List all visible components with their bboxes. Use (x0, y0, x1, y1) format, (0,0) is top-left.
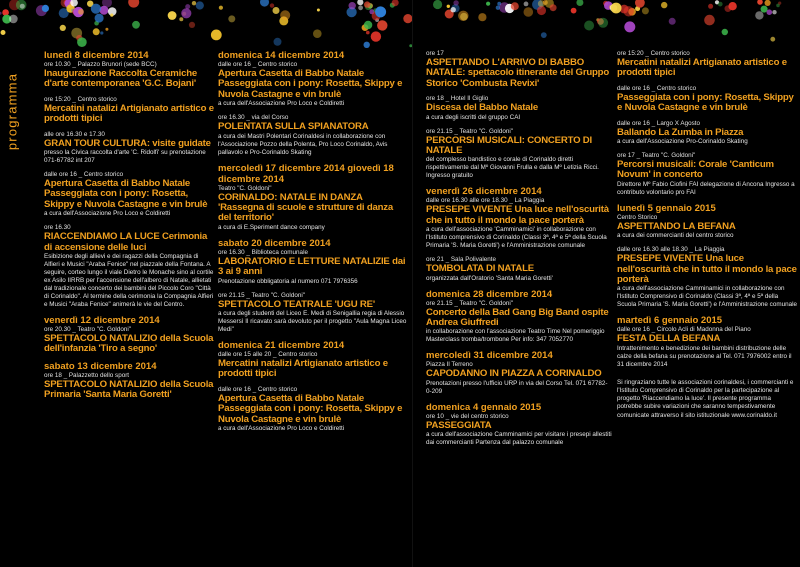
light-dot (728, 2, 736, 10)
light-dot (20, 4, 25, 9)
light-dot (718, 2, 723, 7)
event-place: dalle ore 16 _ Largo X Agosto (617, 119, 700, 127)
event-title: Apertura Casetta di Babbo Natale Passeggiata con i pony: Rosetta, Skippy e Nuvola Castagne e vin brulè (44, 178, 208, 210)
event-title: Mercatini natalizi Artigianato artistico e prodotti tipici (44, 102, 214, 125)
event-place: dalle ore 16 _ Centro storico (218, 385, 298, 393)
light-dot (219, 6, 223, 10)
event-title: Discesa del Babbo Natale (426, 102, 538, 114)
event-title: GRAN TOUR CULTURA: visite guidate (44, 137, 211, 149)
event-item (617, 203, 797, 240)
event-title: SPETTACOLO NATALIZIO della Scuola dell'infanzia 'Tiro a segno' (44, 333, 214, 355)
event-item (617, 246, 797, 309)
event-details: a cura dell'Associazione Pro Loco e Coldiretti (44, 210, 171, 218)
event-item (617, 85, 797, 114)
light-dot (550, 4, 557, 11)
event-details: a cura di E.Speriment dance company (218, 223, 325, 231)
event-item (218, 50, 408, 108)
event-details: Prenotazioni presso l'ufficio URP in via del Corso Tel. 071 67782-0-209 (426, 379, 608, 395)
event-details: a cura dell'associazione 'Camminamici' in collaborazione con l'Istituto comprensivo di Corinaldo (Classi 3ª, 4ª e 5ª della Scuola Primaria 'S. Maria Goretti') e l'Amministrazione comunale (426, 226, 607, 250)
event-details: a cura dell'Associazione Pro Loco e Coldiretti (218, 100, 345, 108)
event-place: dalle ore 16 _ Centro storico (617, 84, 697, 92)
light-dot (571, 8, 577, 14)
light-dot (366, 31, 370, 35)
light-dot (669, 18, 676, 25)
light-dot (537, 6, 546, 15)
light-dot (377, 20, 387, 30)
light-dot (772, 10, 776, 14)
light-dot (486, 2, 490, 6)
column-3 (426, 50, 612, 453)
event-place: Piazza Il Terreno (426, 361, 473, 369)
light-dot (770, 37, 775, 42)
light-dot (364, 21, 372, 29)
light-dot (708, 4, 713, 9)
light-dot (460, 13, 468, 21)
light-dot (132, 21, 140, 29)
event-date: venerdì 12 dicembre 2014 (44, 315, 160, 327)
event-place: ore 20.30 _ Teatro "C. Goldoni" (44, 326, 131, 334)
event-details: a cura dell'Associazione Pro Loco e Coldiretti (218, 425, 345, 433)
event-item (617, 152, 797, 197)
event-place: dalle ore 16 _ Circolo Acli di Madonna del Piano (617, 326, 751, 334)
event-place: ore 21 _ Sala Polivalente (426, 256, 497, 264)
event-item (218, 114, 408, 156)
light-dot (433, 0, 442, 9)
event-place: ore 10.30 _ Palazzo Brunori (sede BCC) (44, 61, 157, 68)
event-title: Concerto della Bad Gang Big Band ospite Andrea Giuffredi (426, 306, 609, 329)
event-place: dalle ore 16.30 alle ore 18.30 _ La Piaggia (426, 197, 545, 205)
event-place: ore 21.15 _ Teatro "C. Goldoni" (426, 127, 513, 135)
light-dot (767, 9, 773, 15)
event-date: venerdì 26 dicembre 2014 (426, 186, 542, 198)
event-details: presso la Civica raccolta d'arte 'C. Ridolfi' su prenotazione 071-67782 int 207 (44, 149, 206, 165)
light-dot (168, 11, 177, 20)
light-dot (364, 1, 370, 7)
event-details: Direttore Mº Fabio Ciofini FAI delegazione di Ancona Ingresso a contributo volontario pro FAI (617, 180, 795, 196)
event-date: lunedì 8 dicembre 2014 (44, 50, 149, 61)
light-dot (179, 17, 183, 21)
event-item (426, 128, 612, 181)
event-title: FESTA DELLA BEFANA (617, 333, 721, 345)
event-title: ASPETTANDO L'ARRIVO DI BABBO NATALE: spettacolo itinerante del Gruppo Storico 'Combusta Revixi' (426, 57, 609, 89)
event-item (426, 350, 612, 395)
event-title: LABORATORIO E LETTURE NATALIZIE dai 3 ai 9 anni (218, 255, 406, 278)
event-details: a cura degli iscritti del gruppo CAI (426, 113, 521, 121)
event-date: domenica 21 dicembre 2014 (218, 340, 345, 352)
event-place: ore 17 _ Teatro "C. Goldoni" (617, 152, 696, 160)
event-item (218, 386, 408, 433)
event-item (218, 292, 408, 334)
event-title: Mercatini natalizi Artigianato artistico e prodotti tipici (218, 358, 388, 380)
side-label: programma (4, 72, 20, 151)
event-title: Apertura Casetta di Babbo Natale Passeggiata con i pony: Rosetta, Skippy e Nuvola Castagne e vin brulè (218, 68, 403, 100)
light-dot (280, 10, 290, 20)
light-dot (524, 7, 534, 17)
light-dot (270, 3, 274, 7)
event-title: RIACCENDIAMO LA LUCE Cerimonia di accensione delle luci (44, 231, 208, 253)
light-dot (274, 38, 282, 46)
light-dot (704, 15, 715, 26)
event-title: SPETTACOLO NATALIZIO della Scuola Primaria 'Santa Maria Goretti' (44, 378, 214, 401)
event-place: dalle ore 16 _ Centro storico (218, 61, 298, 68)
event-place: ore 15:20 _ Centro storico (617, 50, 690, 57)
event-place: dalle ore 15 alle 20 _ Centro storico (218, 351, 318, 359)
event-title: PASSEGGIATA (426, 419, 492, 431)
event-details: a cura degli studenti del Liceo E. Medi di Senigallia regia di Alessio Messersì Il ricavato sarà devoluto per il progetto "Aula Magna Liceo Medi" (218, 310, 407, 334)
event-place: dalle ore 16 _ Centro storico (44, 171, 124, 179)
light-dot (451, 7, 456, 12)
light-dot (358, 5, 363, 10)
event-title: Inaugurazione Raccolta Ceramiche d'arte contemporanea 'G.C. Bojani' (44, 68, 198, 90)
event-item (44, 171, 214, 218)
event-details: a cura dell'associazione Camminamici per visitare i presepi allestiti dai commercianti Partenza dal palazzo comunale (426, 431, 612, 447)
event-place: ore 21.15 _ Teatro "C. Goldoni" (218, 291, 305, 299)
event-title: Percorsi musicali: Corale 'Canticum Novum' in concerto (617, 159, 774, 181)
event-item (44, 50, 214, 90)
event-item (426, 50, 612, 89)
event-title: CORINALDO: NATALE IN DANZA 'Rassegna di scuole e strutture di danza del territorio' (218, 191, 394, 224)
light-dot (375, 6, 386, 17)
light-dot (128, 0, 139, 8)
event-item (218, 340, 408, 380)
light-dot (364, 42, 370, 48)
light-dot (228, 15, 235, 22)
light-dot (100, 31, 103, 34)
event-item (44, 315, 214, 355)
event-place: ore 16.30 _ via del Corso (218, 114, 289, 122)
event-item (218, 163, 408, 232)
event-date: domenica 4 gennaio 2015 (426, 401, 542, 413)
event-title: SPETTACOLO TEATRALE 'UGU RE' (218, 298, 375, 310)
event-place: Centro Storico (617, 213, 658, 221)
column-1 (44, 50, 214, 407)
event-date: sabato 13 dicembre 2014 (44, 360, 157, 372)
light-dot (211, 30, 222, 41)
fold-line (412, 0, 413, 567)
event-details: Intrattenimento e benedizione dei bambini distribuzione delle calze della befana su prenotazione al Tel. 071 7976002 entro il 31 dicembre 2014 (617, 344, 792, 368)
light-dot (624, 6, 634, 16)
event-title: Apertura Casetta di Babbo Natale Passeggiata con i pony: Rosetta, Skippy e Nuvola Castagne e vin brulè (218, 392, 403, 425)
light-dot (313, 29, 322, 38)
event-item (426, 95, 612, 121)
event-details: organizzata dall'Oratorio 'Santa Maria Goretti' (426, 274, 553, 282)
event-place: ore 17 (426, 50, 444, 57)
light-dot (584, 21, 594, 31)
event-place: Teatro "C. Goldoni" (218, 184, 272, 192)
event-item (44, 361, 214, 401)
event-place: ore 18 _ Palazzetto dello sport (44, 371, 130, 379)
event-details: a cura dei commercianti del centro storico (617, 232, 734, 240)
light-dot (453, 0, 458, 5)
light-dot (196, 1, 204, 9)
event-item (218, 238, 408, 286)
light-dot (357, 0, 363, 5)
event-place: ore 18 _ Hotel Il Giglio (426, 95, 489, 103)
light-dot (478, 13, 486, 21)
light-dot (624, 21, 635, 32)
light-dot (105, 28, 108, 31)
light-dot (260, 0, 269, 7)
light-dot (496, 6, 500, 10)
event-title: ASPETTANDO LA BEFANA (617, 220, 736, 232)
event-item (617, 50, 797, 79)
light-dot (189, 22, 195, 28)
event-item (44, 224, 214, 309)
light-dot (778, 1, 781, 4)
light-dot (100, 6, 109, 15)
event-date: lunedì 5 gennaio 2015 (617, 202, 716, 214)
light-dot (77, 37, 87, 47)
event-place: ore 10 _ vie del centro storico (426, 412, 509, 420)
event-details: a cura dei Mastri Polentari Corinaldesi in collaborazione con l'Associazione Pozzo della Polenta, Pro Loco Corinaldo, Avis pallavolo e Pro-Corinaldo Skating (218, 132, 388, 156)
event-title: Passeggiata con i pony: Rosetta, Skippy e Nuvola Castagne e vin brulè (617, 91, 794, 114)
event-date: mercoledì 31 dicembre 2014 (426, 350, 553, 362)
event-title: CAPODANNO IN PIAZZA A CORINALDO (426, 368, 602, 380)
light-dot (447, 5, 450, 8)
event-title: PRESEPE VIVENTE Una luce nell'oscurità che in tutto il mondo la pace porterà (617, 253, 797, 286)
light-dot (93, 28, 100, 35)
event-item (44, 131, 214, 165)
light-dot (110, 14, 113, 17)
event-title: PRESEPE VIVENTE Una luce nell'oscurità che in tutto il mondo la pace porterà (426, 204, 609, 226)
light-dot (273, 7, 280, 14)
event-title: Ballando La Zumba in Piazza (617, 126, 744, 138)
light-dot (78, 9, 84, 15)
event-item (426, 289, 612, 345)
event-place: dalle ore 16.30 alle 18.30 _ La Piaggia (617, 246, 725, 254)
event-date: domenica 28 dicembre 2014 (426, 288, 553, 300)
light-dot (761, 6, 768, 13)
event-item (617, 315, 797, 368)
light-dot (722, 29, 728, 35)
event-details: in collaborazione con l'associazione Teatro Time Nel pomeriggio Masterclass tromba/trombone Per info: 347 7052770 (426, 328, 605, 344)
event-title: Mercatini natalizi Artigianato artistico e prodotti tipici (617, 57, 787, 79)
event-place: ore 15:20 _ Centro storico (44, 95, 117, 103)
light-dot (524, 2, 529, 7)
event-details: a cura dell'Associazione Pro-Corinaldo Skating (617, 138, 748, 146)
column-4 (617, 50, 797, 420)
event-date: mercoledì 17 dicembre 2014 giovedì 18 dicembre 2014 (218, 162, 394, 185)
event-details: a cura dell'associazione Camminamici in collaborazione con l'Istituto Comprensivo di Corinaldo (Classi 3ª, 4ª e 5ª della Scuola Primaria 'S. Maria Goretti') e l'Amministrazione comunale (617, 285, 797, 309)
event-details: Esibizione degli allievi e dei ragazzi della Compagnia di Alfieri e Musici "Araba Fenice" nel piazzale della Fontana. A seguire, corteo lungo il viale Dietro le Monache sino al cortile ex Asilo IIRRB per l'accensione dell'albero di Natale, allietati dal tradizionale concerto dei bambini del Piccolo Coro "Città di Corinaldo". Al termine della cerimonia la Compagnia Alfieri e Musici "Araba Fenice" animerà le vie del Centro. (44, 253, 214, 309)
event-details: del complesso bandistico e corale di Corinaldo diretti rispettivamente dal Mº Giovanni Frulla e dalla Mº Letizia Ricci. Ingresso gratuito (426, 156, 599, 180)
column-2 (218, 50, 408, 439)
light-dot (60, 25, 66, 31)
light-dot (765, 0, 771, 6)
light-dot (371, 31, 381, 41)
event-title: POLENTATA SULLA SPIANATORA (218, 121, 369, 133)
event-title: PERCORSI MUSICALI: CONCERTO DI NATALE (426, 134, 592, 157)
light-dot (642, 7, 649, 14)
light-dot (611, 3, 622, 14)
light-dot (598, 18, 608, 28)
light-dot (755, 11, 763, 19)
event-place: alle ore 16.30 e 17.30 (44, 130, 105, 138)
light-dot (541, 32, 547, 38)
event-date: martedì 6 gennaio 2015 (617, 315, 723, 327)
light-dot (181, 8, 191, 18)
event-item (426, 256, 612, 282)
light-dot (349, 2, 356, 9)
light-dot (91, 4, 101, 14)
light-dot (95, 14, 104, 23)
light-dot (192, 1, 196, 5)
light-dot (576, 0, 583, 6)
event-date: sabato 20 dicembre 2014 (218, 237, 331, 249)
light-dot (511, 2, 519, 10)
light-dot (0, 12, 2, 15)
light-dot (9, 15, 18, 24)
event-place: ore 16.30 _ Biblioteca comunale (218, 248, 308, 256)
light-dot (1, 30, 6, 35)
light-dot (661, 2, 667, 8)
light-dot (185, 4, 190, 9)
light-dot (42, 5, 49, 12)
event-details: Prenotazione obbligatoria al numero 071 7976356 (218, 277, 358, 285)
event-title: TOMBOLATA DI NATALE (426, 263, 534, 275)
event-item (617, 120, 797, 146)
light-dot (757, 0, 763, 5)
event-item (426, 186, 612, 250)
event-item (44, 96, 214, 125)
acknowledgements: Si ringraziano tutte le associazioni corinaldesi, i commercianti e l'Istituto Comprensivo di Corinaldo per la partecipazione al progetto 'Riaccendiamo la luce'. Il presente programma potrebbe subire variazioni che saranno tempestivamente comunicate attraverso il sito istituzionale www.corinaldo.it (617, 378, 794, 419)
event-date: domenica 14 dicembre 2014 (218, 50, 345, 61)
event-item (426, 402, 612, 447)
event-place: ore 16.30 (44, 224, 71, 232)
light-dot (317, 9, 320, 12)
event-place: ore 21.15 _ Teatro "C. Goldoni" (426, 299, 513, 307)
